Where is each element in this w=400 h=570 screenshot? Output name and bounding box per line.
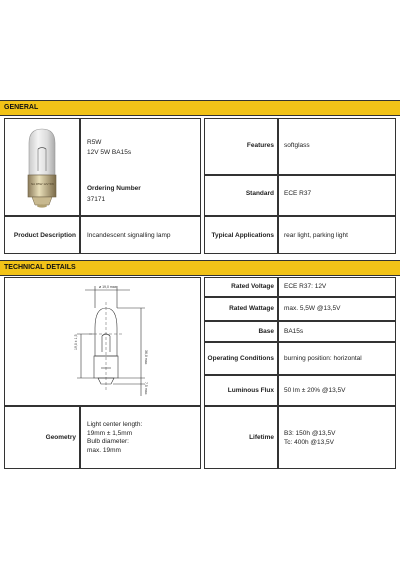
dim-light-center: 19,0 ± 1,5: [74, 334, 78, 350]
base-value-cell: [278, 321, 396, 342]
standard-label-cell: [204, 175, 278, 216]
lifetime-value-cell: [278, 406, 396, 469]
lifetime-lines: [284, 430, 335, 447]
lifetime-label: Lifetime: [249, 434, 274, 441]
rated-wattage-value-cell: [278, 297, 396, 321]
dim-top-width: ø 19,0 max: [99, 285, 117, 289]
base-value: BA15s: [284, 328, 304, 335]
typical-applications-label: Typical Applications: [211, 232, 274, 239]
geometry-line: Light center length:: [87, 421, 143, 428]
geometry-lines: [87, 421, 142, 455]
geometry-label: Geometry: [45, 434, 76, 441]
base-label: Base: [258, 328, 274, 335]
dim-length: 36,0 max: [144, 350, 148, 365]
product-description-label: Product Description: [13, 232, 76, 239]
product-name: R5W: [87, 139, 102, 146]
bulb-photo: [5, 119, 79, 215]
typical-applications-value: rear light, parking light: [284, 232, 348, 239]
luminous-flux-label-cell: [204, 375, 278, 406]
rated-wattage-label: Rated Wattage: [229, 305, 274, 312]
geometry-line: 19mm ± 1,5mm: [87, 429, 133, 437]
rated-wattage-label-cell: [204, 297, 278, 321]
product-name-box: [80, 118, 201, 216]
lifetime-label-cell: [204, 406, 278, 469]
operating-conditions-label-cell: [204, 342, 278, 375]
rated-voltage-value: ECE R37: 12V: [284, 283, 327, 290]
rated-voltage-label-cell: [204, 277, 278, 297]
general-header: GENERAL: [0, 100, 400, 116]
features-value-cell: [278, 118, 396, 175]
standard-value: ECE R37: [284, 190, 312, 197]
ordering-number-value: 37171: [87, 196, 106, 203]
luminous-flux-value: 50 lm ± 20% @13,5V: [284, 387, 346, 394]
technical-drawing-box: [4, 277, 201, 406]
technical-drawing: [5, 278, 200, 405]
rated-voltage-label: Rated Voltage: [231, 283, 274, 290]
standard-value-cell: [278, 175, 396, 216]
features-value: softglass: [284, 142, 310, 149]
ordering-number-label: Ordering Number: [87, 185, 141, 192]
luminous-flux-value-cell: [278, 375, 396, 406]
features-label: Features: [246, 142, 274, 149]
product-spec: 12V 5W BA15s: [87, 149, 132, 156]
lifetime-line: B3: 150h @13,5V: [284, 430, 336, 437]
standard-label: Standard: [245, 190, 274, 197]
rated-voltage-value-cell: [278, 277, 396, 297]
geometry-label-cell: [4, 406, 80, 469]
luminous-flux-label: Luminous Flux: [227, 387, 274, 394]
operating-conditions-value: burning position: horizontal: [284, 355, 362, 362]
product-description-value-cell: [80, 216, 201, 254]
product-description-label-cell: [4, 216, 80, 254]
operating-conditions-value-cell: [278, 342, 396, 375]
typical-applications-value-cell: [278, 216, 396, 254]
geometry-value-cell: [80, 406, 201, 469]
geometry-line: max. 19mm: [87, 446, 121, 454]
base-label-cell: [204, 321, 278, 342]
operating-conditions-label: Operating Conditions: [207, 355, 274, 362]
dim-base-length: 7,5 max: [144, 382, 148, 395]
bulb-marking: NA R5W 12V 5W: [31, 182, 55, 186]
geometry-line: Bulb diameter:: [87, 438, 129, 445]
rated-wattage-value: max. 5,5W @13,5V: [284, 305, 341, 312]
product-description-value: Incandescent signalling lamp: [87, 232, 171, 239]
technical-header: TECHNICAL DETAILS: [0, 260, 400, 276]
features-label-cell: [204, 118, 278, 175]
product-image-box: [4, 118, 80, 216]
lifetime-line: Tc: 400h @13,5V: [284, 438, 334, 446]
typical-applications-label-cell: [204, 216, 278, 254]
